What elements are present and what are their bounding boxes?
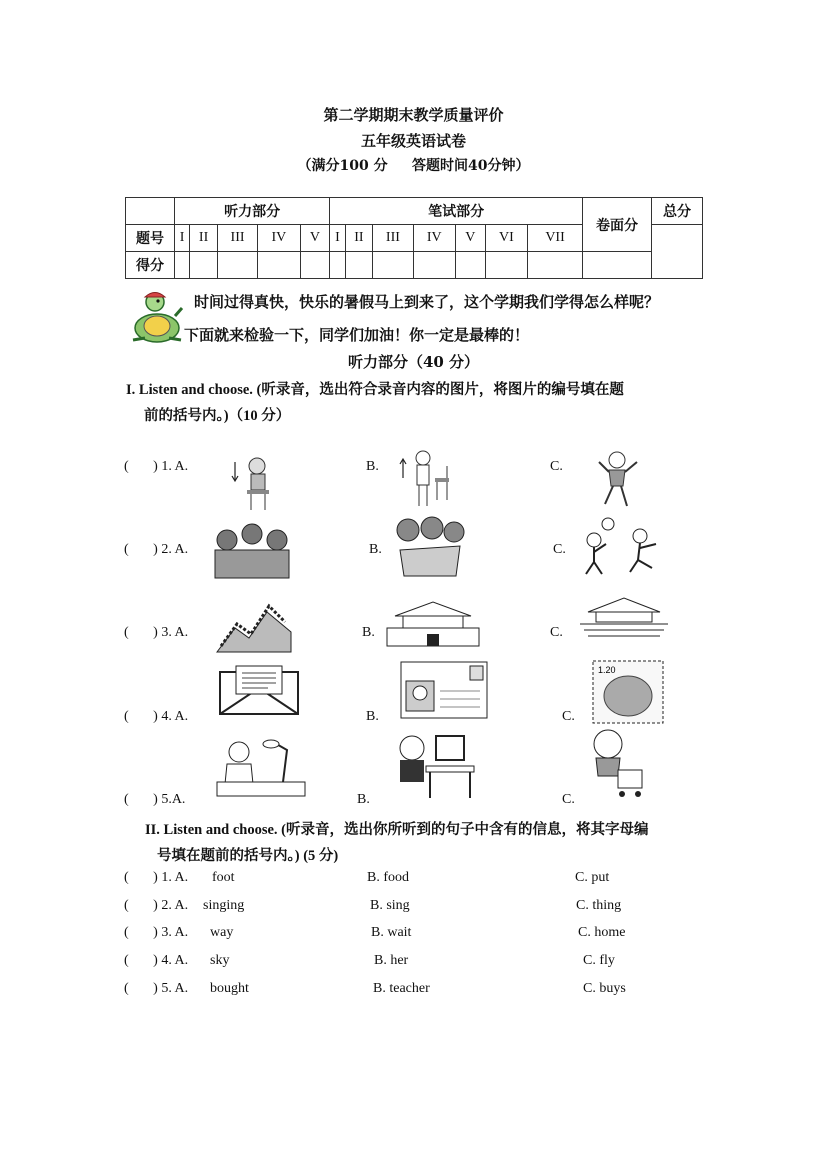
option-c: C. [550,625,563,640]
intro-line-1: 时间过得真快，快乐的暑假马上到来了，这个学期我们学得怎么样呢？ [194,293,660,311]
col-label: II [190,225,218,252]
score-cell[interactable] [485,252,527,279]
col-label: II [345,225,373,252]
option-b-word: B. wait [371,925,412,940]
exam-title: 第二学期期末教学质量评价 [323,106,504,124]
option-c: C. [562,792,575,807]
option-c: C. [553,542,566,557]
option-c-word: C. buys [583,981,626,996]
col-label: VII [528,225,583,252]
playing-football-picture[interactable] [578,514,664,580]
standing-up-picture[interactable] [395,448,455,510]
col-label: V [455,225,485,252]
section2-question-2[interactable]: ( ) 2. A. [124,898,189,913]
section2-title-cont: 号填在题前的括号内。) (5 分) [157,848,339,864]
stamp-picture[interactable] [592,660,664,724]
jumping-boy-picture[interactable] [595,450,641,512]
option-b-word: B. her [374,953,409,968]
option-b: B. [366,709,379,724]
option-c-word: C. thing [576,898,622,913]
option-c: C. [562,709,575,724]
section2-question-5[interactable]: ( ) 5. A. [124,981,189,996]
option-b-word: B. teacher [373,981,430,996]
option-b: B. [369,542,382,557]
col-label: III [217,225,257,252]
postcard-panda-picture[interactable] [400,661,488,719]
section2-question-4[interactable]: ( ) 4. A. [124,953,189,968]
listening-heading: 听力部分（40 分） [347,353,480,371]
score-cell[interactable] [300,252,330,279]
question-2[interactable]: ( ) 2. A. [124,542,189,557]
section1-title: I. Listen and choose. (听录音，选出符合录音内容的图片，将图片的编号填在题 [126,382,624,398]
col-label: I [330,225,345,252]
option-c-word: C. put [575,870,610,885]
sitting-down-picture[interactable] [225,452,275,512]
row-label-number: 题号 [126,225,175,252]
score-cell[interactable] [455,252,485,279]
score-cell[interactable] [175,252,190,279]
total-score-cell[interactable] [652,225,703,279]
section1-title-cont: 前的括号内。)（10 分） [144,408,291,424]
score-cell[interactable] [528,252,583,279]
tiananmen-picture[interactable] [385,596,481,648]
turtle-mascot-icon [127,288,183,346]
option-c: C. [550,459,563,474]
shopping-cart-picture[interactable] [588,726,646,800]
people-reading-picture[interactable] [390,514,470,580]
question-1[interactable]: ( ) 1. A. [124,459,189,474]
section2-question-3[interactable]: ( ) 3. A. [124,925,189,940]
option-b-word: B. food [367,870,409,885]
neatness-header: 卷面分 [583,198,652,252]
stamp-value: 1.20 [598,665,616,675]
col-label: III [373,225,413,252]
computer-desk-picture[interactable] [390,728,476,802]
row-label-score: 得分 [126,252,175,279]
option-a-word: sky [210,953,230,968]
total-header: 总分 [652,198,703,225]
option-a-word: bought [210,981,249,996]
option-a-word: way [210,925,234,940]
question-5[interactable]: ( ) 5.A. [124,792,186,807]
score-cell[interactable] [330,252,345,279]
col-label: V [300,225,330,252]
intro-line-2: 下面就来检验一下，同学们加油！你一定是最棒的！ [184,326,530,344]
great-wall-picture[interactable] [215,598,293,654]
listening-header: 听力部分 [175,198,330,225]
letter-envelope-picture[interactable] [218,664,300,716]
option-c-word: C. home [578,925,626,940]
studying-at-desk-picture[interactable] [213,736,309,804]
neatness-score-cell[interactable] [583,252,652,279]
score-cell[interactable] [373,252,413,279]
exam-note: （满分100 分 答题时间40分钟） [297,158,530,174]
option-b: B. [362,625,375,640]
score-cell[interactable] [345,252,373,279]
section2-question-1[interactable]: ( ) 1. A. [124,870,189,885]
forbidden-city-picture[interactable] [578,594,670,640]
option-a-word: foot [212,870,235,885]
writing-header: 笔试部分 [330,198,583,225]
col-label: I [175,225,190,252]
col-label: IV [258,225,300,252]
col-label: IV [413,225,455,252]
section2-title: II. Listen and choose. (听录音，选出你所听到的句子中含有的信息，将其字母编 [145,822,649,838]
score-cell[interactable] [258,252,300,279]
score-cell[interactable] [217,252,257,279]
score-cell[interactable] [190,252,218,279]
question-4[interactable]: ( ) 4. A. [124,709,189,724]
score-table [125,197,703,279]
question-3[interactable]: ( ) 3. A. [124,625,189,640]
exam-subtitle: 五年级英语试卷 [360,132,466,150]
col-label: VI [485,225,527,252]
score-cell[interactable] [413,252,455,279]
option-a-word: singing [203,898,245,913]
option-b-word: B. sing [370,898,410,913]
option-c-word: C. fly [583,953,615,968]
option-b: B. [366,459,379,474]
option-b: B. [357,792,370,807]
family-group-picture[interactable] [207,520,297,582]
